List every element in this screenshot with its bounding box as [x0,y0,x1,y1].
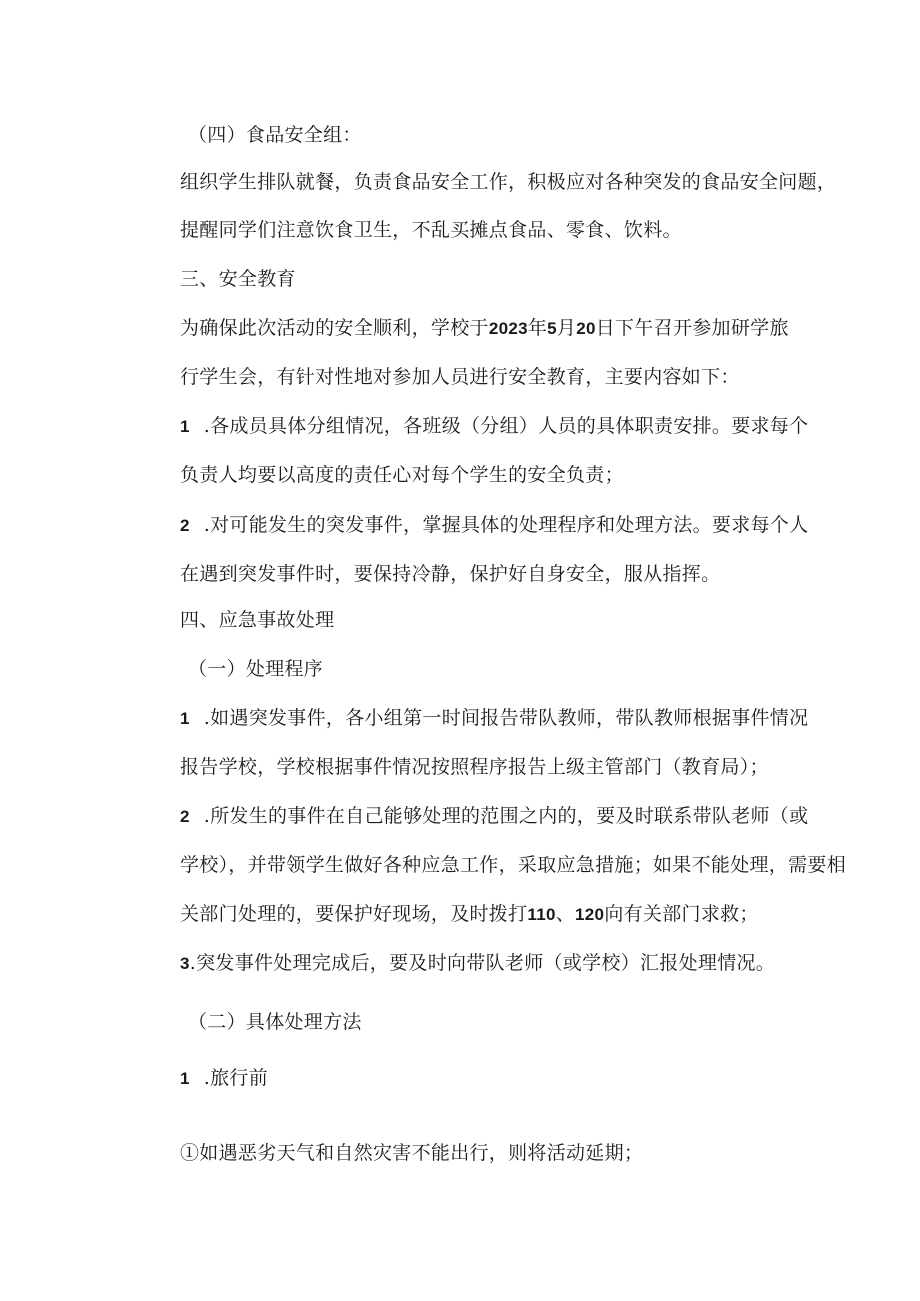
food-paragraph-line-1: 组织学生排队就餐，负责食品安全工作，积极应对各种突发的食品安全问题， [180,171,837,193]
education-year: 2023 [488,319,528,338]
procedure-item-1-line-2: 报告学校，学校根据事件情况按照程序报告上级主管部门（教育局）； [180,756,769,778]
education-day: 20 [576,319,596,338]
method-item-1-number: 1 [180,1069,190,1088]
education-paragraph-line-2: 行学生会，有针对性地对参加人员进行安全教育，主要内容如下： [180,366,740,388]
procedure-item-2-line-1: 2 .所发生的事件在自己能够处理的范围之内的，要及时联系带队老师（或 [180,805,809,827]
subsection-2-heading: （二）具体处理方法 [188,1011,362,1033]
education-month: 5 [547,319,557,338]
emergency-number-110: 110 [527,905,556,924]
procedure-item-3-number: 3 [180,954,190,973]
procedure-item-1-line-1: 1 .如遇突发事件，各小组第一时间报告带队教师，带队教师根据事件情况 [180,707,809,729]
food-paragraph-line-2: 提醒同学们注意饮食卫生，不乱买摊点食品、零食、饮料。 [180,219,682,241]
education-item-2-line-2: 在遇到突发事件时，要保持冷静，保护好自身安全，服从指挥。 [180,563,721,585]
procedure-item-2-line-2: 学校），并带领学生做好各种应急工作，采取应急措施；如果不能处理，需要相 [180,854,847,876]
procedure-item-2-line-3: 关部门处理的，要保护好现场，及时拨打110、120向有关部门求救； [180,903,759,925]
procedure-item-1-number: 1 [180,709,190,728]
section-4-heading: 四、应急事故处理 [180,609,335,631]
method-item-1-heading: 1 .旅行前 [180,1067,269,1089]
education-item-1-number: 1 [180,417,190,436]
emergency-number-120: 120 [575,905,605,924]
education-paragraph-line-1: 为确保此次活动的安全顺利，学校于2023年5月20日下午召开参加研学旅 [180,317,789,339]
education-item-2-number: 2 [180,516,190,535]
education-item-1-line-2: 负责人均要以高度的责任心对每个学生的安全负责； [180,464,624,486]
subsection-1-heading: （一）处理程序 [188,658,324,680]
procedure-item-2-number: 2 [180,807,190,826]
section-food-safety-heading: （四）食品安全组： [188,124,362,146]
procedure-item-3-line-1: 3.突发事件处理完成后，要及时向带队老师（或学校）汇报处理情况。 [180,952,776,974]
method-item-1-sub-1: ①如遇恶劣天气和自然灾害不能出行，则将活动延期； [180,1142,644,1164]
education-item-1-line-1: 1 .各成员具体分组情况，各班级（分组）人员的具体职责安排。要求每个 [180,415,809,437]
education-item-2-line-1: 2 .对可能发生的突发事件，掌握具体的处理程序和处理方法。要求每个人 [180,514,809,536]
section-3-heading: 三、安全教育 [180,268,296,290]
